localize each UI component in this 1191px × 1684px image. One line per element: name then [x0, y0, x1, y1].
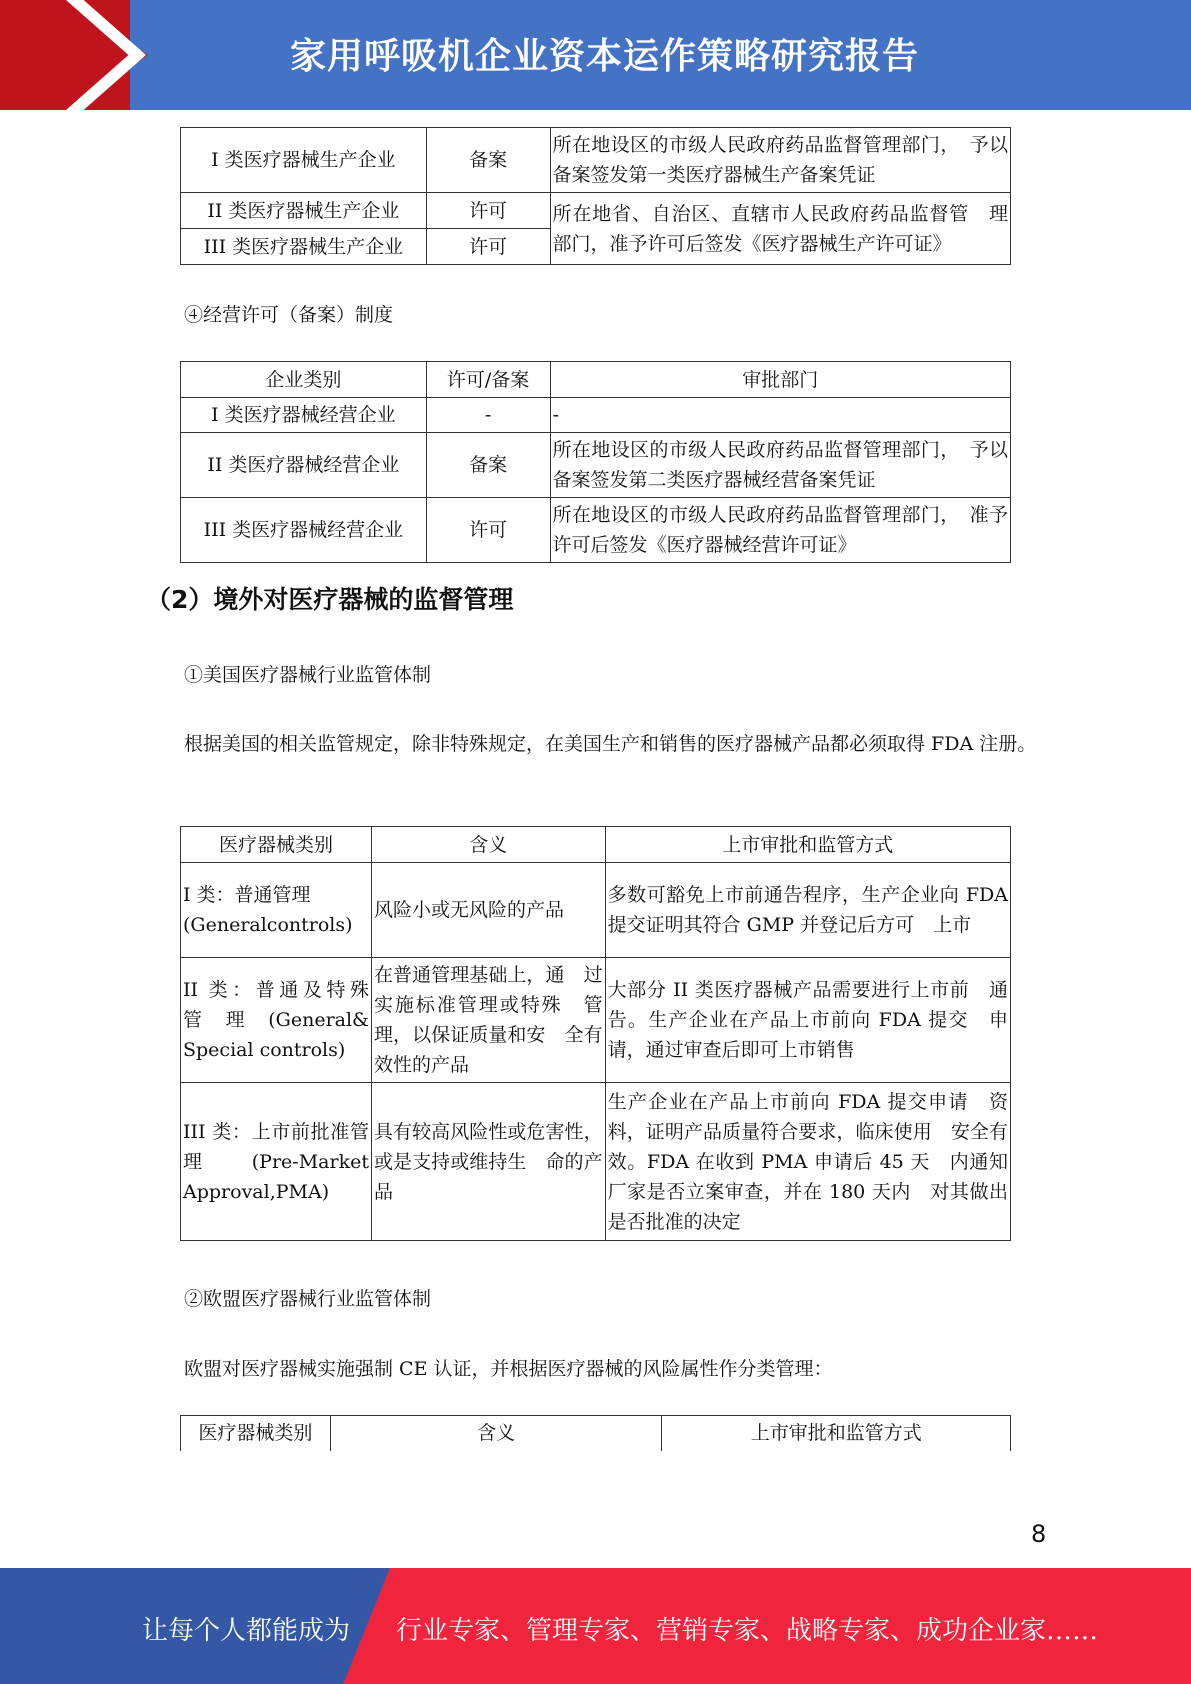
table-cell: 风险小或无风险的产品: [371, 863, 605, 958]
section-heading: （2）境外对医疗器械的监督管理: [146, 585, 514, 614]
table-header-row: [181, 1416, 1011, 1451]
eu-regulation-heading: ②欧盟医疗器械行业监管体制: [184, 1288, 432, 1310]
table-cell: 所在地设区的市级人民政府药品监督管理部门， 予以备案签发第二类医疗器械经营备案凭证: [550, 433, 1010, 498]
table-header-cell: 含义: [371, 827, 605, 863]
us-classification-table: [180, 826, 1011, 1241]
table-cell: II 类医疗器械生产企业: [181, 193, 427, 229]
table-cell: III 类：上市前批准管理(Pre-Market Approval,PMA): [181, 1083, 372, 1241]
table-header-cell: 许可/备案: [426, 362, 550, 398]
table-row: [181, 193, 1011, 229]
table-header-cell: 上市审批和监管方式: [662, 1416, 1011, 1451]
table-cell: 多数可豁免上市前通告程序，生产企业向 FDA 提交证明其符合 GMP 并登记后方可 上市: [605, 863, 1010, 958]
table-cell: III 类医疗器械生产企业: [181, 229, 427, 265]
table-cell: -: [426, 398, 550, 433]
page-header: [0, 0, 1191, 110]
table-cell: I 类医疗器械经营企业: [181, 398, 427, 433]
table-cell: -: [550, 398, 1010, 433]
footer-slogan-left: 让每个人都能成为: [142, 1616, 351, 1646]
table-cell: 许可: [426, 229, 550, 265]
page-number: 8: [1031, 1520, 1047, 1548]
table-row: [181, 958, 1011, 1083]
table-cell: II 类医疗器械经营企业: [181, 433, 427, 498]
table-row: [181, 1083, 1011, 1241]
table-header-cell: 医疗器械类别: [181, 827, 372, 863]
table-cell: 许可: [426, 498, 550, 563]
table-header-cell: 医疗器械类别: [181, 1416, 331, 1451]
table-row: [181, 433, 1011, 498]
table-row: [181, 398, 1011, 433]
header-red-block: [0, 0, 130, 110]
table-cell: 备案: [426, 128, 550, 193]
table-cell: II 类：普通及特殊 管理(General& Special controls): [181, 958, 372, 1083]
table-row: [181, 498, 1011, 563]
table-header-cell: 上市审批和监管方式: [605, 827, 1010, 863]
table-cell: III 类医疗器械经营企业: [181, 498, 427, 563]
eu-regulation-paragraph: 欧盟对医疗器械实施强制 CE 认证，并根据医疗器械的风险属性作分类管理：: [184, 1358, 833, 1380]
footer-slogan-right: 行业专家、管理专家、营销专家、战略专家、成功企业家……: [396, 1616, 1099, 1646]
table-cell: 所在地设区的市级人民政府药品监督管理部门， 予以备案签发第一类医疗器械生产备案凭证: [550, 128, 1010, 193]
table-cell: 所在地设区的市级人民政府药品监督管理部门， 准予许可后签发《医疗器械经营许可证》: [550, 498, 1010, 563]
table-cell: 许可: [426, 193, 550, 229]
header-title: 家用呼吸机企业资本运作策略研究报告: [290, 36, 920, 77]
table-cell: 具有较高风险性或危害性，或是支持或维持生 命的产品: [371, 1083, 605, 1241]
business-license-heading: ④经营许可（备案）制度: [184, 304, 394, 326]
production-license-table: [180, 127, 1011, 265]
table-cell: I 类医疗器械生产企业: [181, 128, 427, 193]
table-header-cell: 企业类别: [181, 362, 427, 398]
table-row: [181, 863, 1011, 958]
us-regulation-heading: ①美国医疗器械行业监管体制: [184, 664, 432, 686]
table-row: [181, 128, 1011, 193]
eu-classification-table: [180, 1415, 1011, 1451]
table-cell: I 类：普通管理 (Generalcontrols): [181, 863, 372, 958]
table-cell: 生产企业在产品上市前向 FDA 提交申请 资料，证明产品质量符合要求，临床使用 安全有效。FDA 在收到 PMA 申请后 45 天 内通知厂家是否立案审查，并在 180 天内 对其做出是否批准的决定: [605, 1083, 1010, 1241]
table-cell: 所在地省、自治区、直辖市人民政府药品监督管 理部门，准予许可后签发《医疗器械生产许可证》: [550, 193, 1010, 265]
us-regulation-paragraph: 根据美国的相关监管规定，除非特殊规定，在美国生产和销售的医疗器械产品都必须取得 FDA 注册。: [184, 733, 1037, 755]
business-license-table: [180, 361, 1011, 563]
table-cell: 大部分 II 类医疗器械产品需要进行上市前 通告。生产企业在产品上市前向 FDA 提交 申请，通过审查后即可上市销售: [605, 958, 1010, 1083]
table-header-row: [181, 362, 1011, 398]
table-header-cell: 含义: [330, 1416, 662, 1451]
table-header-row: [181, 827, 1011, 863]
table-header-cell: 审批部门: [550, 362, 1010, 398]
page-footer: [0, 1568, 1191, 1684]
table-cell: 在普通管理基础上，通 过实施标准管理或特殊 管理，以保证质量和安 全有效性的产品: [371, 958, 605, 1083]
table-cell: 备案: [426, 433, 550, 498]
